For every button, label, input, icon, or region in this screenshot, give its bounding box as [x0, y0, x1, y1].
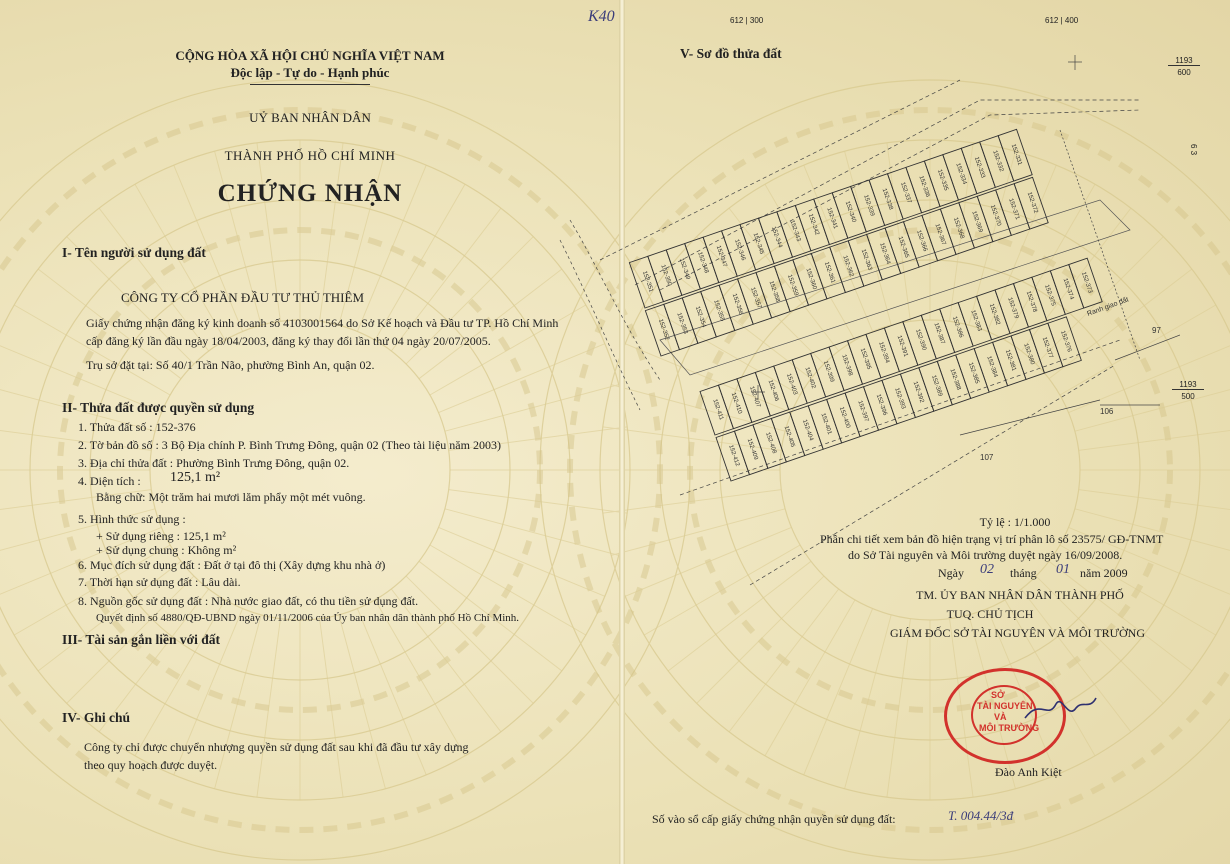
land-item-8: 8. Nguồn gốc sử dụng đất : Nhà nước giao đất, có thu tiền sử dụng đất.	[78, 594, 419, 608]
issue-month: 01	[1056, 562, 1070, 577]
lot-number-label: 152-338	[880, 187, 894, 211]
map-scale: Tỷ lệ : 1/1.000	[979, 515, 1051, 529]
lot-number-label: 152-352	[656, 318, 670, 342]
lot-number-label: 152-400	[837, 406, 851, 430]
issue-month-label: tháng	[1010, 566, 1037, 580]
lot-number-label: 152-354	[693, 305, 707, 329]
lot-number-label: 152-386	[950, 315, 964, 339]
land-item-1: 1. Thửa đất số : 152-376	[78, 420, 196, 434]
lot-number-label: 152-370	[988, 204, 1002, 227]
section-4-title: IV- Ghi chú	[62, 710, 131, 725]
book-number-value: T. 004.44/3đ	[948, 808, 1014, 823]
lot-number-label: 152-341	[825, 206, 839, 230]
official-seal: SỞ TÀI NGUYÊN VÀ MÔI TRƯỜNG	[944, 668, 1066, 764]
lot-number-label: 152-333	[972, 156, 986, 179]
boundary-label: Ranh giao đất	[1086, 296, 1130, 318]
lot-number-label: 152-394	[877, 341, 891, 365]
lot-number-label: 152-365	[896, 235, 910, 259]
lot-number-label: 152-361	[822, 261, 836, 285]
private-use-area: + Sử dụng riêng : 125,1 m²	[96, 529, 226, 543]
lot-number-label: 152-351	[640, 270, 654, 294]
lot-number-label: 152-405	[782, 425, 796, 449]
lot-number-label: 152-337	[899, 181, 912, 205]
parcel-106-label: 106	[1100, 407, 1114, 416]
section-1-title: I- Tên người sử dụng đất	[62, 245, 206, 260]
lot-number-label: 152-332	[991, 149, 1005, 173]
lot-number-label: 152-389	[930, 374, 943, 398]
lot-number-label: 152-367	[933, 223, 947, 246]
lot-number-label: 152-371	[1007, 197, 1021, 221]
issue-year: năm 2009	[1080, 566, 1128, 580]
signatory-line-3: GIÁM ĐỐC SỞ TÀI NGUYÊN VÀ MÔI TRƯỜNG	[890, 626, 1145, 640]
grid-coordinate-4-bottom: 500	[1181, 392, 1195, 401]
section-5-title: V- Sơ đồ thửa đất	[680, 46, 782, 61]
document-title: CHỨNG NHẬN	[217, 180, 403, 207]
land-item-4-label: 4. Diện tích :	[78, 474, 141, 488]
lot-number-label: 152-368	[951, 216, 965, 240]
lot-number-label: 152-379	[1006, 296, 1020, 320]
side-digits: 6 3	[1189, 143, 1199, 156]
lot-number-label: 152-359	[785, 273, 799, 297]
lot-number-label: 152-349	[677, 257, 691, 281]
lot-number-label: 152-340	[843, 200, 857, 224]
lot-number-label: 152-343	[788, 219, 802, 243]
grid-coordinate-2: 612 | 400	[1045, 16, 1079, 25]
lot-number-label: 152-403	[785, 372, 798, 396]
company-address: Trụ sở đặt tại: Số 40/1 Trần Não, phường Bình An, quận 02.	[86, 358, 375, 372]
lot-number-label: 152-382	[987, 303, 1001, 326]
issue-date-prefix: Ngày	[938, 566, 964, 580]
lot-number-label: 152-399	[821, 360, 835, 384]
land-area-value: 125,1 m²	[170, 470, 221, 485]
lot-number-label: 152-374	[1061, 277, 1075, 301]
lot-number-label: 152-391	[895, 334, 909, 358]
lot-number-label: 152-369	[970, 210, 984, 234]
lot-number-label: 152-378	[1024, 290, 1038, 314]
business-registration-line-2: cấp đăng ký lần đầu ngày 18/04/2003, đăng ký thay đổi lần thứ 04 ngày 20/07/2005.	[86, 334, 491, 348]
land-item-5: 5. Hình thức sử dụng :	[78, 512, 186, 526]
land-item-6: 6. Mục đích sử dụng đất : Đất ở tại đô thị (Xây dựng khu nhà ở)	[78, 558, 386, 572]
lot-number-label: 152-373	[1080, 271, 1093, 295]
signer-name: Đào Anh Kiệt	[995, 765, 1062, 779]
land-item-3: 3. Địa chỉ thửa đất : Phường Bình Trưng Đông, quận 02.	[78, 456, 350, 470]
lot-number-label: 152-360	[804, 267, 818, 291]
lot-number-label: 152-402	[803, 366, 817, 390]
section-3-title: III- Tài sản gắn liền với đất	[62, 632, 221, 647]
grid-coordinate-1: 612 | 300	[730, 16, 764, 25]
lot-number-label: 152-335	[935, 168, 949, 192]
lot-number-label: 152-396	[874, 393, 888, 417]
lot-number-label: 152-408	[764, 431, 777, 455]
lot-number-label: 152-398	[840, 353, 854, 377]
lot-number-label: 152-358	[767, 280, 781, 304]
handwritten-signature	[1020, 690, 1100, 730]
grid-coordinate-3-bottom: 600	[1177, 68, 1191, 77]
lot-number-label: 152-380	[1022, 342, 1036, 366]
lot-number-label: 152-375	[1043, 284, 1056, 307]
common-use-area: + Sử dụng chung : Không m²	[96, 543, 237, 557]
lot-number-label: 152-390	[914, 328, 927, 352]
lot-number-label: 152-383	[969, 309, 983, 333]
lot-number-label: 152-395	[858, 347, 872, 371]
lot-number-label: 152-407	[748, 385, 761, 409]
lot-number-label: 152-364	[878, 242, 892, 266]
land-item-2: 2. Tờ bản đồ số : 3 Bộ Địa chính P. Bình Trưng Đông, quận 02 (Theo tài liệu năm 2003)	[78, 438, 501, 452]
lot-number-label: 152-353	[675, 312, 689, 335]
company-name: CÔNG TY CỔ PHẦN ĐẦU TƯ THỦ THIÊM	[121, 290, 365, 305]
lot-number-label: 152-366	[915, 229, 928, 253]
lot-number-label: 152-336	[917, 175, 931, 198]
lot-number-label: 152-385	[966, 361, 980, 385]
grid-coordinate-4-top: 1193	[1172, 380, 1204, 390]
lot-number-label: 152-334	[954, 162, 968, 186]
signatory-line-1: TM. ỦY BAN NHÂN DÂN THÀNH PHỐ	[916, 588, 1124, 602]
handwritten-mark: K40	[588, 8, 615, 25]
land-item-7: 7. Thời hạn sử dụng đất : Lâu dài.	[78, 575, 241, 589]
issue-day: 02	[980, 562, 994, 577]
parcel-97-label: 97	[1152, 326, 1161, 335]
lot-number-label: 152-346	[733, 238, 746, 262]
lot-number-label: 152-345	[751, 232, 765, 256]
lot-number-label: 152-356	[730, 293, 744, 316]
lot-number-label: 152-388	[948, 368, 962, 391]
authority-name: UỶ BAN NHÂN DÂN	[249, 110, 371, 125]
lot-number-label: 152-342	[806, 213, 820, 237]
lot-number-label: 152-347	[714, 245, 728, 268]
lot-number-label: 152-393	[893, 387, 907, 411]
note-line-1: Công ty chỉ được chuyển nhượng quyền sử dụng đất sau khi đã đầu tư xây dựng	[84, 740, 469, 754]
lot-number-label: 152-372	[1025, 191, 1039, 215]
national-motto: Độc lập - Tự do - Hạnh phúc	[230, 65, 390, 80]
lot-number-label: 152-410	[729, 392, 743, 415]
lot-number-label: 152-350	[659, 264, 673, 287]
lot-number-label: 152-397	[856, 399, 870, 423]
land-decision: Quyết định số 4880/QĐ-UBND ngày 01/11/2006 của Ủy ban nhân dân thành phố Hồ Chí Minh.	[96, 612, 520, 624]
grid-coordinate-3-top: 1193	[1168, 56, 1200, 66]
book-number-label: Số vào sổ cấp giấy chứng nhận quyền sử dụng đất:	[652, 812, 896, 826]
lot-number-label: 152-376	[1059, 330, 1072, 353]
lot-number-label: 152-344	[769, 225, 783, 249]
business-registration-line-1: Giấy chứng nhận đăng ký kinh doanh số 4103001564 do Sở Kế hoạch và Đầu tư TP. Hồ Chí Minh	[86, 316, 559, 330]
lot-number-label: 152-412	[727, 444, 741, 468]
lot-number-label: 152-411	[711, 398, 725, 421]
lot-number-label: 152-381	[1003, 349, 1017, 372]
lot-number-label: 152-406	[766, 379, 780, 403]
motto-underline	[250, 84, 370, 85]
lot-number-label: 152-392	[911, 380, 925, 404]
city-name: THÀNH PHỐ HỒ CHÍ MINH	[224, 148, 396, 163]
lot-number-label: 152-357	[749, 286, 762, 310]
lot-number-label: 152-377	[1040, 336, 1054, 360]
land-area-in-words: Bằng chữ: Một trăm hai mươi lăm phẩy một mét vuông.	[96, 490, 366, 504]
section-2-title: II- Thửa đất được quyền sử dụng	[62, 400, 255, 415]
lot-number-label: 152-339	[862, 194, 876, 218]
lot-number-label: 152-355	[712, 299, 726, 323]
lot-number-label: 152-404	[801, 418, 814, 442]
lot-number-label: 152-348	[696, 251, 710, 275]
map-detail-line-1: Phần chi tiết xem bản đồ hiện trạng vị trí phân lô số 23575/ GĐ-TNMT	[820, 532, 1164, 546]
signatory-line-2: TUQ. CHỦ TỊCH	[946, 607, 1034, 621]
lot-number-label: 152-387	[932, 322, 946, 345]
lot-number-label: 152-331	[1009, 143, 1023, 167]
map-detail-line-2: do Sở Tài nguyên và Môi trường duyệt ngày 16/09/2008.	[848, 548, 1123, 562]
note-line-2: theo quy hoạch được duyệt.	[84, 758, 218, 772]
lot-number-label: 152-384	[985, 355, 999, 379]
lot-number-label: 152-409	[745, 438, 759, 461]
national-header: CỘNG HÒA XÃ HỘI CHỦ NGHĨA VIỆT NAM	[175, 48, 445, 63]
parcel-107-label: 107	[980, 453, 994, 462]
lot-number-label: 152-362	[841, 254, 855, 278]
lot-number-label: 152-363	[859, 248, 873, 272]
lot-number-label: 152-401	[819, 412, 833, 436]
